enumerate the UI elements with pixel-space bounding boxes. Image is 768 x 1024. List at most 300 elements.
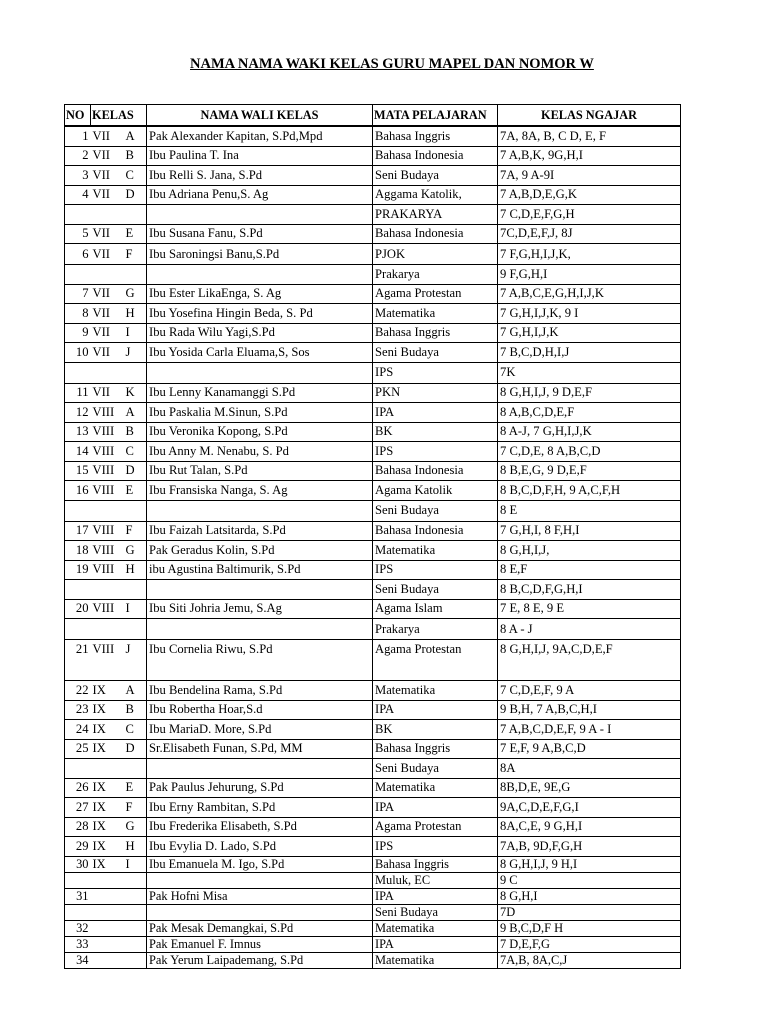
cell-kelas-ngajar: 7 E, 8 E, 9 E (498, 599, 681, 619)
cell-kelas: IX (91, 817, 123, 837)
cell-no (65, 580, 91, 600)
cell-kelas: VIII (91, 422, 123, 442)
cell-no (65, 265, 91, 285)
header-row (65, 105, 681, 127)
cell-no (65, 362, 91, 383)
cell-wali (147, 265, 373, 285)
cell-kelas (91, 619, 123, 640)
cell-kelas-sub: A (123, 403, 147, 423)
cell-kelas: VIII (91, 541, 123, 561)
cell-kelas-ngajar: 8 B,C,D,F,G,H,I (498, 580, 681, 600)
cell-kelas: VII (91, 126, 123, 146)
cell-kelas-sub: A (123, 681, 147, 701)
table-row (65, 244, 681, 265)
cell-kelas-sub (123, 920, 147, 936)
cell-kelas-ngajar: 7 A,B,C,E,G,H,I,J,K (498, 284, 681, 304)
cell-wali: Ibu Ester LikaEnga, S. Ag (147, 284, 373, 304)
cell-mapel: IPA (373, 936, 498, 952)
cell-no: 20 (65, 599, 91, 619)
table-row (65, 383, 681, 403)
cell-mapel: Seni Budaya (373, 166, 498, 186)
cell-wali: Sr.Elisabeth Funan, S.Pd, MM (147, 739, 373, 759)
cell-kelas-sub (123, 362, 147, 383)
cell-kelas-sub (123, 619, 147, 640)
cell-wali: Ibu Saroningsi Banu,S.Pd (147, 244, 373, 265)
table-row (65, 856, 681, 872)
cell-mapel: Bahasa Inggris (373, 856, 498, 872)
cell-kelas-ngajar: 7 B,C,D,H,I,J (498, 343, 681, 363)
cell-kelas-ngajar: 8 G,H,I (498, 888, 681, 904)
cell-kelas-ngajar: 8 G,H,I,J, 9 D,E,F (498, 383, 681, 403)
cell-kelas-sub: F (123, 521, 147, 541)
cell-kelas-sub: E (123, 224, 147, 244)
table-row (65, 619, 681, 640)
cell-kelas-sub (123, 759, 147, 779)
cell-kelas: VIII (91, 521, 123, 541)
cell-kelas-sub (123, 904, 147, 920)
table-row (65, 185, 681, 205)
header-ngajar: KELAS NGAJAR (498, 105, 681, 127)
cell-no: 7 (65, 284, 91, 304)
cell-kelas-sub: D (123, 739, 147, 759)
cell-kelas-ngajar: 7 D,E,F,G (498, 936, 681, 952)
cell-wali: Pak Yerum Laipademang, S.Pd (147, 952, 373, 968)
cell-mapel: Muluk, EC (373, 872, 498, 888)
cell-wali: Ibu MariaD. More, S.Pd (147, 720, 373, 740)
cell-kelas-sub (123, 952, 147, 968)
cell-kelas: VIII (91, 640, 123, 681)
table-row (65, 126, 681, 146)
cell-wali: Ibu Frederika Elisabeth, S.Pd (147, 817, 373, 837)
cell-kelas-ngajar: 8A,C,E, 9 G,H,I (498, 817, 681, 837)
cell-wali: Ibu Rut Talan, S.Pd (147, 461, 373, 481)
cell-no: 33 (65, 936, 91, 952)
cell-no: 6 (65, 244, 91, 265)
cell-kelas-ngajar: 7 A,B,D,E,G,K (498, 185, 681, 205)
table-row (65, 681, 681, 701)
cell-kelas: IX (91, 837, 123, 857)
table-row (65, 580, 681, 600)
cell-wali: Ibu Paskalia M.Sinun, S.Pd (147, 403, 373, 423)
table-row (65, 343, 681, 363)
table-row (65, 640, 681, 681)
cell-wali (147, 759, 373, 779)
cell-kelas-ngajar: 8 B,C,D,F,H, 9 A,C,F,H (498, 481, 681, 501)
table-row (65, 778, 681, 798)
cell-wali: Pak Hofni Misa (147, 888, 373, 904)
table-row (65, 798, 681, 818)
cell-wali: Pak Alexander Kapitan, S.Pd,Mpd (147, 126, 373, 146)
cell-kelas: VIII (91, 599, 123, 619)
cell-mapel: Seni Budaya (373, 500, 498, 521)
cell-kelas-sub: D (123, 185, 147, 205)
cell-kelas (91, 920, 123, 936)
cell-kelas-sub: H (123, 560, 147, 580)
table-row (65, 920, 681, 936)
cell-kelas (91, 580, 123, 600)
table-row (65, 304, 681, 324)
cell-kelas-sub: C (123, 720, 147, 740)
cell-mapel: Prakarya (373, 265, 498, 285)
table-row (65, 403, 681, 423)
cell-mapel: Bahasa Indonesia (373, 146, 498, 166)
cell-kelas-sub: I (123, 323, 147, 343)
cell-mapel: Matematika (373, 304, 498, 324)
table-row (65, 872, 681, 888)
table-row (65, 599, 681, 619)
cell-kelas-sub: H (123, 837, 147, 857)
cell-mapel: Aggama Katolik, (373, 185, 498, 205)
cell-kelas-ngajar: 9 F,G,H,I (498, 265, 681, 285)
cell-kelas-ngajar: 8 A,B,C,D,E,F (498, 403, 681, 423)
cell-kelas: VII (91, 343, 123, 363)
cell-kelas: VII (91, 224, 123, 244)
cell-mapel: Seni Budaya (373, 904, 498, 920)
cell-wali (147, 872, 373, 888)
cell-no: 22 (65, 681, 91, 701)
cell-kelas-ngajar: 7 G,H,I, 8 F,H,I (498, 521, 681, 541)
cell-no: 11 (65, 383, 91, 403)
cell-kelas-ngajar: 7A,B, 9D,F,G,H (498, 837, 681, 857)
table-row (65, 265, 681, 285)
table-row (65, 720, 681, 740)
cell-kelas-sub (123, 580, 147, 600)
cell-wali: Ibu Faizah Latsitarda, S.Pd (147, 521, 373, 541)
cell-mapel: Seni Budaya (373, 580, 498, 600)
cell-kelas-ngajar: 7 G,H,I,J,K, 9 I (498, 304, 681, 324)
cell-kelas-sub: K (123, 383, 147, 403)
cell-kelas: IX (91, 856, 123, 872)
cell-mapel: Matematika (373, 541, 498, 561)
cell-kelas: VII (91, 284, 123, 304)
cell-kelas-ngajar: 9A,C,D,E,F,G,I (498, 798, 681, 818)
cell-wali: Pak Emanuel F. Imnus (147, 936, 373, 952)
cell-kelas: VIII (91, 560, 123, 580)
cell-kelas-ngajar: 7 F,G,H,I,J,K, (498, 244, 681, 265)
cell-no: 17 (65, 521, 91, 541)
table-row (65, 560, 681, 580)
cell-kelas-ngajar: 7A,B, 8A,C,J (498, 952, 681, 968)
table-body (65, 126, 681, 968)
cell-no: 5 (65, 224, 91, 244)
cell-mapel: Bahasa Indonesia (373, 521, 498, 541)
cell-kelas (91, 500, 123, 521)
cell-kelas: VII (91, 185, 123, 205)
cell-no: 3 (65, 166, 91, 186)
cell-wali: Pak Mesak Demangkai, S.Pd (147, 920, 373, 936)
cell-mapel: Agama Protestan (373, 284, 498, 304)
cell-no: 15 (65, 461, 91, 481)
header-no: NO (65, 105, 91, 127)
cell-no (65, 759, 91, 779)
cell-mapel: Agama Protestan (373, 640, 498, 681)
cell-kelas: VII (91, 323, 123, 343)
cell-wali: ibu Agustina Baltimurik, S.Pd (147, 560, 373, 580)
cell-kelas-sub: B (123, 146, 147, 166)
cell-no: 34 (65, 952, 91, 968)
cell-kelas-ngajar: 7 E,F, 9 A,B,C,D (498, 739, 681, 759)
cell-mapel: IPA (373, 798, 498, 818)
cell-mapel: PKN (373, 383, 498, 403)
cell-kelas-ngajar: 7K (498, 362, 681, 383)
cell-kelas-ngajar: 8 E,F (498, 560, 681, 580)
cell-kelas: VIII (91, 461, 123, 481)
cell-kelas-sub (123, 205, 147, 225)
table-row (65, 442, 681, 462)
cell-no: 1 (65, 126, 91, 146)
cell-kelas-sub (123, 500, 147, 521)
table-row (65, 837, 681, 857)
cell-wali (147, 580, 373, 600)
cell-wali (147, 205, 373, 225)
header-kelas: KELAS (91, 105, 147, 127)
cell-kelas-ngajar: 7 G,H,I,J,K (498, 323, 681, 343)
cell-kelas: VII (91, 166, 123, 186)
cell-no: 24 (65, 720, 91, 740)
cell-kelas-sub: H (123, 304, 147, 324)
cell-wali: Ibu Cornelia Riwu, S.Pd (147, 640, 373, 681)
cell-kelas: VIII (91, 442, 123, 462)
cell-kelas-sub: E (123, 778, 147, 798)
cell-no: 18 (65, 541, 91, 561)
cell-mapel: PJOK (373, 244, 498, 265)
cell-wali: Ibu Veronika Kopong, S.Pd (147, 422, 373, 442)
cell-wali: Ibu Yosefina Hingin Beda, S. Pd (147, 304, 373, 324)
cell-mapel: Agama Katolik (373, 481, 498, 501)
cell-kelas-sub: C (123, 442, 147, 462)
cell-no: 16 (65, 481, 91, 501)
cell-kelas: VIII (91, 403, 123, 423)
table-row (65, 888, 681, 904)
table-row (65, 739, 681, 759)
cell-mapel: Agama Protestan (373, 817, 498, 837)
cell-no: 10 (65, 343, 91, 363)
cell-kelas-sub: I (123, 599, 147, 619)
cell-no: 25 (65, 739, 91, 759)
cell-no: 19 (65, 560, 91, 580)
cell-kelas: VII (91, 383, 123, 403)
cell-kelas: IX (91, 720, 123, 740)
cell-kelas (91, 759, 123, 779)
cell-no (65, 500, 91, 521)
guru-table (64, 104, 681, 969)
document-title: NAMA NAMA WAKI KELAS GURU MAPEL DAN NOMOR W (190, 56, 594, 72)
table-row (65, 422, 681, 442)
table-row (65, 461, 681, 481)
cell-no: 28 (65, 817, 91, 837)
table-row (65, 166, 681, 186)
cell-kelas-sub (123, 872, 147, 888)
cell-mapel: Seni Budaya (373, 343, 498, 363)
cell-kelas-ngajar: 7 A,B,K, 9G,H,I (498, 146, 681, 166)
cell-wali: Ibu Erny Rambitan, S.Pd (147, 798, 373, 818)
cell-wali: Ibu Evylia D. Lado, S.Pd (147, 837, 373, 857)
cell-wali: Ibu Bendelina Rama, S.Pd (147, 681, 373, 701)
cell-mapel: IPS (373, 362, 498, 383)
cell-wali: Ibu Siti Johria Jemu, S.Ag (147, 599, 373, 619)
cell-mapel: IPA (373, 888, 498, 904)
cell-no: 12 (65, 403, 91, 423)
cell-no: 30 (65, 856, 91, 872)
table-row (65, 481, 681, 501)
cell-kelas-ngajar: 7A, 8A, B, C D, E, F (498, 126, 681, 146)
cell-kelas-sub: G (123, 541, 147, 561)
cell-kelas-ngajar: 8B,D,E, 9E,G (498, 778, 681, 798)
cell-no: 14 (65, 442, 91, 462)
cell-wali (147, 619, 373, 640)
cell-no: 32 (65, 920, 91, 936)
cell-kelas: IX (91, 778, 123, 798)
cell-no: 29 (65, 837, 91, 857)
cell-kelas-sub: J (123, 343, 147, 363)
cell-wali (147, 362, 373, 383)
table-row (65, 521, 681, 541)
cell-kelas (91, 205, 123, 225)
table-row (65, 146, 681, 166)
cell-kelas (91, 936, 123, 952)
cell-kelas (91, 265, 123, 285)
cell-kelas-ngajar: 8 G,H,I,J, 9 H,I (498, 856, 681, 872)
cell-kelas-sub: G (123, 284, 147, 304)
cell-kelas-ngajar: 8 B,E,G, 9 D,E,F (498, 461, 681, 481)
cell-kelas-ngajar: 7 C,D,E,F,G,H (498, 205, 681, 225)
cell-mapel: IPS (373, 560, 498, 580)
cell-mapel: Matematika (373, 778, 498, 798)
cell-no: 31 (65, 888, 91, 904)
cell-kelas-sub: J (123, 640, 147, 681)
table-row (65, 904, 681, 920)
cell-mapel: Bahasa Inggris (373, 126, 498, 146)
cell-kelas-ngajar: 8 A-J, 7 G,H,I,J,K (498, 422, 681, 442)
cell-mapel: IPA (373, 403, 498, 423)
cell-kelas-ngajar: 7A, 9 A-9I (498, 166, 681, 186)
cell-kelas-ngajar: 7 C,D,E,F, 9 A (498, 681, 681, 701)
cell-kelas (91, 952, 123, 968)
cell-wali: Ibu Relli S. Jana, S.Pd (147, 166, 373, 186)
cell-kelas-sub: G (123, 817, 147, 837)
cell-no: 21 (65, 640, 91, 681)
cell-kelas-ngajar: 8 E (498, 500, 681, 521)
cell-wali: Ibu Rada Wilu Yagi,S.Pd (147, 323, 373, 343)
cell-mapel: IPA (373, 700, 498, 720)
cell-kelas: VII (91, 304, 123, 324)
cell-wali: Ibu Susana Fanu, S.Pd (147, 224, 373, 244)
cell-kelas-sub: A (123, 126, 147, 146)
table-row (65, 759, 681, 779)
cell-kelas (91, 362, 123, 383)
cell-kelas (91, 888, 123, 904)
cell-kelas-sub: E (123, 481, 147, 501)
cell-kelas-ngajar: 8 G,H,I,J, (498, 541, 681, 561)
table-row (65, 541, 681, 561)
cell-wali: Ibu Anny M. Nenabu, S. Pd (147, 442, 373, 462)
cell-kelas-sub: C (123, 166, 147, 186)
cell-wali (147, 500, 373, 521)
cell-mapel: Agama Islam (373, 599, 498, 619)
header-mapel: MATA PELAJARAN (373, 105, 498, 127)
cell-no: 23 (65, 700, 91, 720)
cell-kelas: IX (91, 798, 123, 818)
cell-wali: Ibu Lenny Kanamanggi S.Pd (147, 383, 373, 403)
cell-wali: Ibu Emanuela M. Igo, S.Pd (147, 856, 373, 872)
cell-wali: Ibu Yosida Carla Eluama,S, Sos (147, 343, 373, 363)
cell-wali: Ibu Fransiska Nanga, S. Ag (147, 481, 373, 501)
cell-no: 26 (65, 778, 91, 798)
cell-kelas: VII (91, 244, 123, 265)
table-row (65, 224, 681, 244)
cell-wali: Pak Paulus Jehurung, S.Pd (147, 778, 373, 798)
table-row (65, 817, 681, 837)
cell-kelas (91, 872, 123, 888)
cell-wali: Ibu Paulina T. Ina (147, 146, 373, 166)
cell-kelas: VII (91, 146, 123, 166)
cell-kelas-ngajar: 8 G,H,I,J, 9A,C,D,E,F (498, 640, 681, 681)
cell-wali: Ibu Adriana Penu,S. Ag (147, 185, 373, 205)
header-wali: NAMA WALI KELAS (147, 105, 373, 127)
cell-kelas: IX (91, 739, 123, 759)
table-row (65, 500, 681, 521)
cell-no (65, 872, 91, 888)
table-row (65, 205, 681, 225)
cell-kelas-sub (123, 888, 147, 904)
cell-kelas-ngajar: 8A (498, 759, 681, 779)
cell-kelas (91, 904, 123, 920)
cell-no: 27 (65, 798, 91, 818)
cell-no: 9 (65, 323, 91, 343)
table-row (65, 936, 681, 952)
cell-no: 2 (65, 146, 91, 166)
cell-kelas-sub: I (123, 856, 147, 872)
cell-mapel: BK (373, 720, 498, 740)
cell-kelas-sub: B (123, 700, 147, 720)
cell-kelas-sub (123, 936, 147, 952)
cell-kelas-ngajar: 7 A,B,C,D,E,F, 9 A - I (498, 720, 681, 740)
table-row (65, 362, 681, 383)
cell-mapel: Bahasa Inggris (373, 739, 498, 759)
cell-mapel: Matematika (373, 920, 498, 936)
cell-mapel: Prakarya (373, 619, 498, 640)
cell-mapel: Matematika (373, 952, 498, 968)
table-row (65, 700, 681, 720)
cell-mapel: IPS (373, 837, 498, 857)
cell-mapel: Bahasa Indonesia (373, 224, 498, 244)
table-row (65, 284, 681, 304)
cell-mapel: Seni Budaya (373, 759, 498, 779)
cell-mapel: PRAKARYA (373, 205, 498, 225)
cell-wali (147, 904, 373, 920)
cell-kelas-ngajar: 9 B,H, 7 A,B,C,H,I (498, 700, 681, 720)
cell-mapel: Matematika (373, 681, 498, 701)
cell-no (65, 205, 91, 225)
cell-no: 8 (65, 304, 91, 324)
cell-kelas: VIII (91, 481, 123, 501)
cell-kelas-sub: B (123, 422, 147, 442)
cell-wali: Pak Geradus Kolin, S.Pd (147, 541, 373, 561)
cell-kelas-ngajar: 8 A - J (498, 619, 681, 640)
cell-mapel: BK (373, 422, 498, 442)
table-row (65, 323, 681, 343)
cell-kelas-sub: F (123, 244, 147, 265)
table-row (65, 952, 681, 968)
cell-no: 13 (65, 422, 91, 442)
cell-wali: Ibu Robertha Hoar,S.d (147, 700, 373, 720)
cell-mapel: IPS (373, 442, 498, 462)
cell-no: 4 (65, 185, 91, 205)
cell-kelas-sub: D (123, 461, 147, 481)
cell-kelas-ngajar: 9 C (498, 872, 681, 888)
cell-kelas-ngajar: 9 B,C,D,F H (498, 920, 681, 936)
cell-kelas-ngajar: 7D (498, 904, 681, 920)
